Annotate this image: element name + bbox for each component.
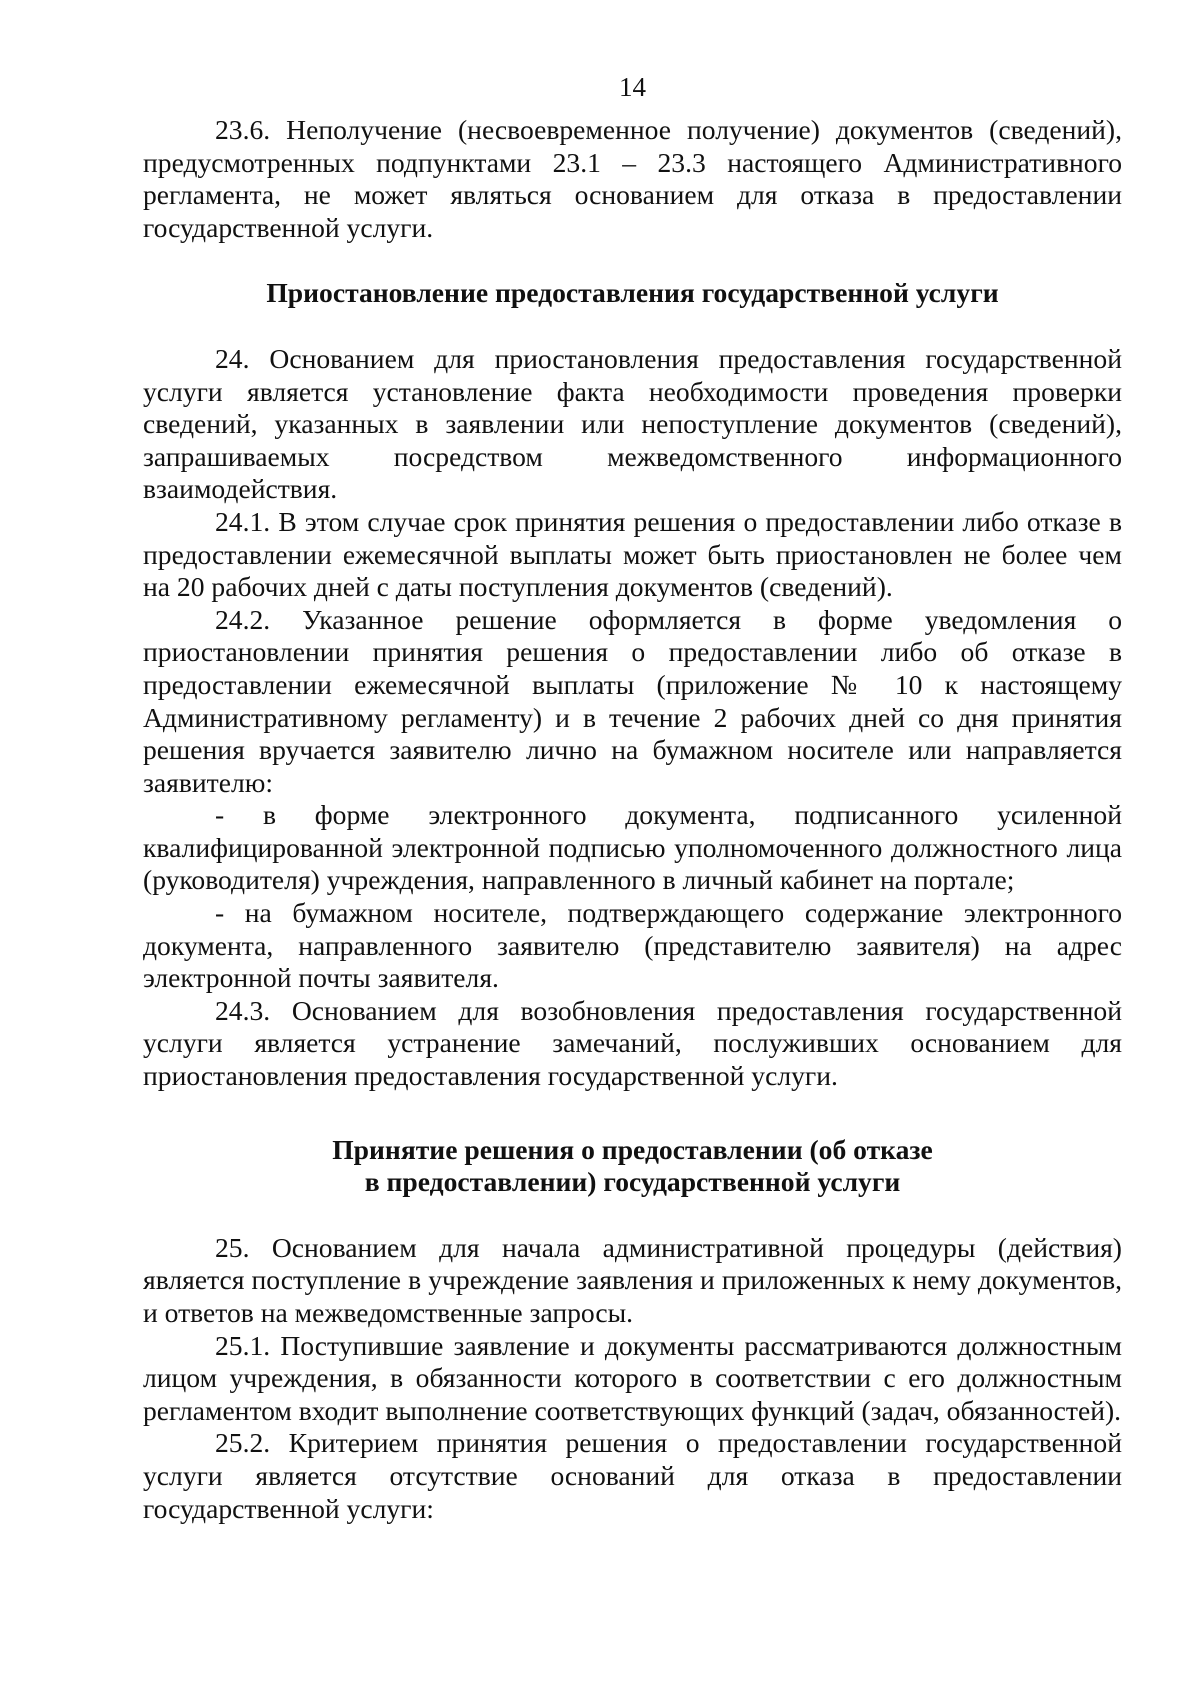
paragraph-24-2: 24.2. Указанное решение оформляется в форме уведомления о приостановлении принятия решения о предоставлении либо об отказе в предоставлении ежемесячной выплаты (приложение № 10 к настоящему Административному регламенту) и в течение 2 рабочих дней со дня принятия решения вручается заявителю лично на бумажном носителе или направляется заявителю: (143, 603, 1122, 798)
spacer (143, 1093, 1122, 1134)
spacer (143, 310, 1122, 343)
section-heading-decision-line2: в предоставлении) государственной услуги (364, 1166, 901, 1198)
section-heading-decision (143, 1134, 1122, 1199)
paragraph-24-3: 24.3. Основанием для возобновления предоставления государственной услуги является устранение замечаний, послуживших основанием для приостановления предоставления государственной услуги. (143, 994, 1122, 1092)
document-body (143, 114, 1122, 1525)
section-heading-decision-line1: Принятие решения о предоставлении (об отказе (332, 1133, 933, 1165)
list-item-paper: - на бумажном носителе, подтверждающего содержание электронного документа, направленного заявителю (представителю заявителя) на адрес электронной почты заявителя. (143, 897, 1122, 994)
spacer (143, 1199, 1122, 1232)
list-item-electronic: - в форме электронного документа, подписанного усиленной квалифицированной электронной подписью уполномоченного должностного лица (руководителя) учреждения, направленного в личный кабинет на портале; (143, 799, 1122, 896)
paragraph-25: 25. Основанием для начала административной процедуры (действия) является поступление в учреждение заявления и приложенных к нему документов, и ответов на межведомственные запросы. (143, 1231, 1122, 1328)
spacer (143, 244, 1122, 277)
paragraph-25-1: 25.1. Поступившие заявление и документы рассматриваются должностным лицом учреждения, в обязанности которого в соответствии с его должностным регламентом входит выполнение соответствующих функций (задач, обязанностей). (143, 1329, 1122, 1426)
page-number: 14 (619, 72, 646, 102)
paragraph-24: 24. Основанием для приостановления предоставления государственной услуги является установление факта необходимости проведения проверки сведений, указанных в заявлении или непоступление документов (сведений), запрашиваемых посредством межведомственного информационного взаимодействия. (143, 342, 1122, 505)
paragraph-24-1: 24.1. В этом случае срок принятия решения о предоставлении либо отказе в предоставлении ежемесячной выплаты может быть приостановлен не более чем на 20 рабочих дней с даты поступления документов (сведений). (143, 505, 1122, 603)
paragraph-25-2: 25.2. Критерием принятия решения о предоставлении государственной услуги является отсутствие оснований для отказа в предоставлении государственной услуги: (143, 1427, 1122, 1524)
section-heading-suspension: Приостановление предоставления государственной услуги (266, 277, 999, 309)
paragraph-23-6: 23.6. Неполучение (несвоевременное получение) документов (сведений), предусмотренных подпунктами 23.1 – 23.3 настоящего Административного регламента, не может являться основанием для отказа в предоставлении государственной услуги. (143, 114, 1122, 243)
